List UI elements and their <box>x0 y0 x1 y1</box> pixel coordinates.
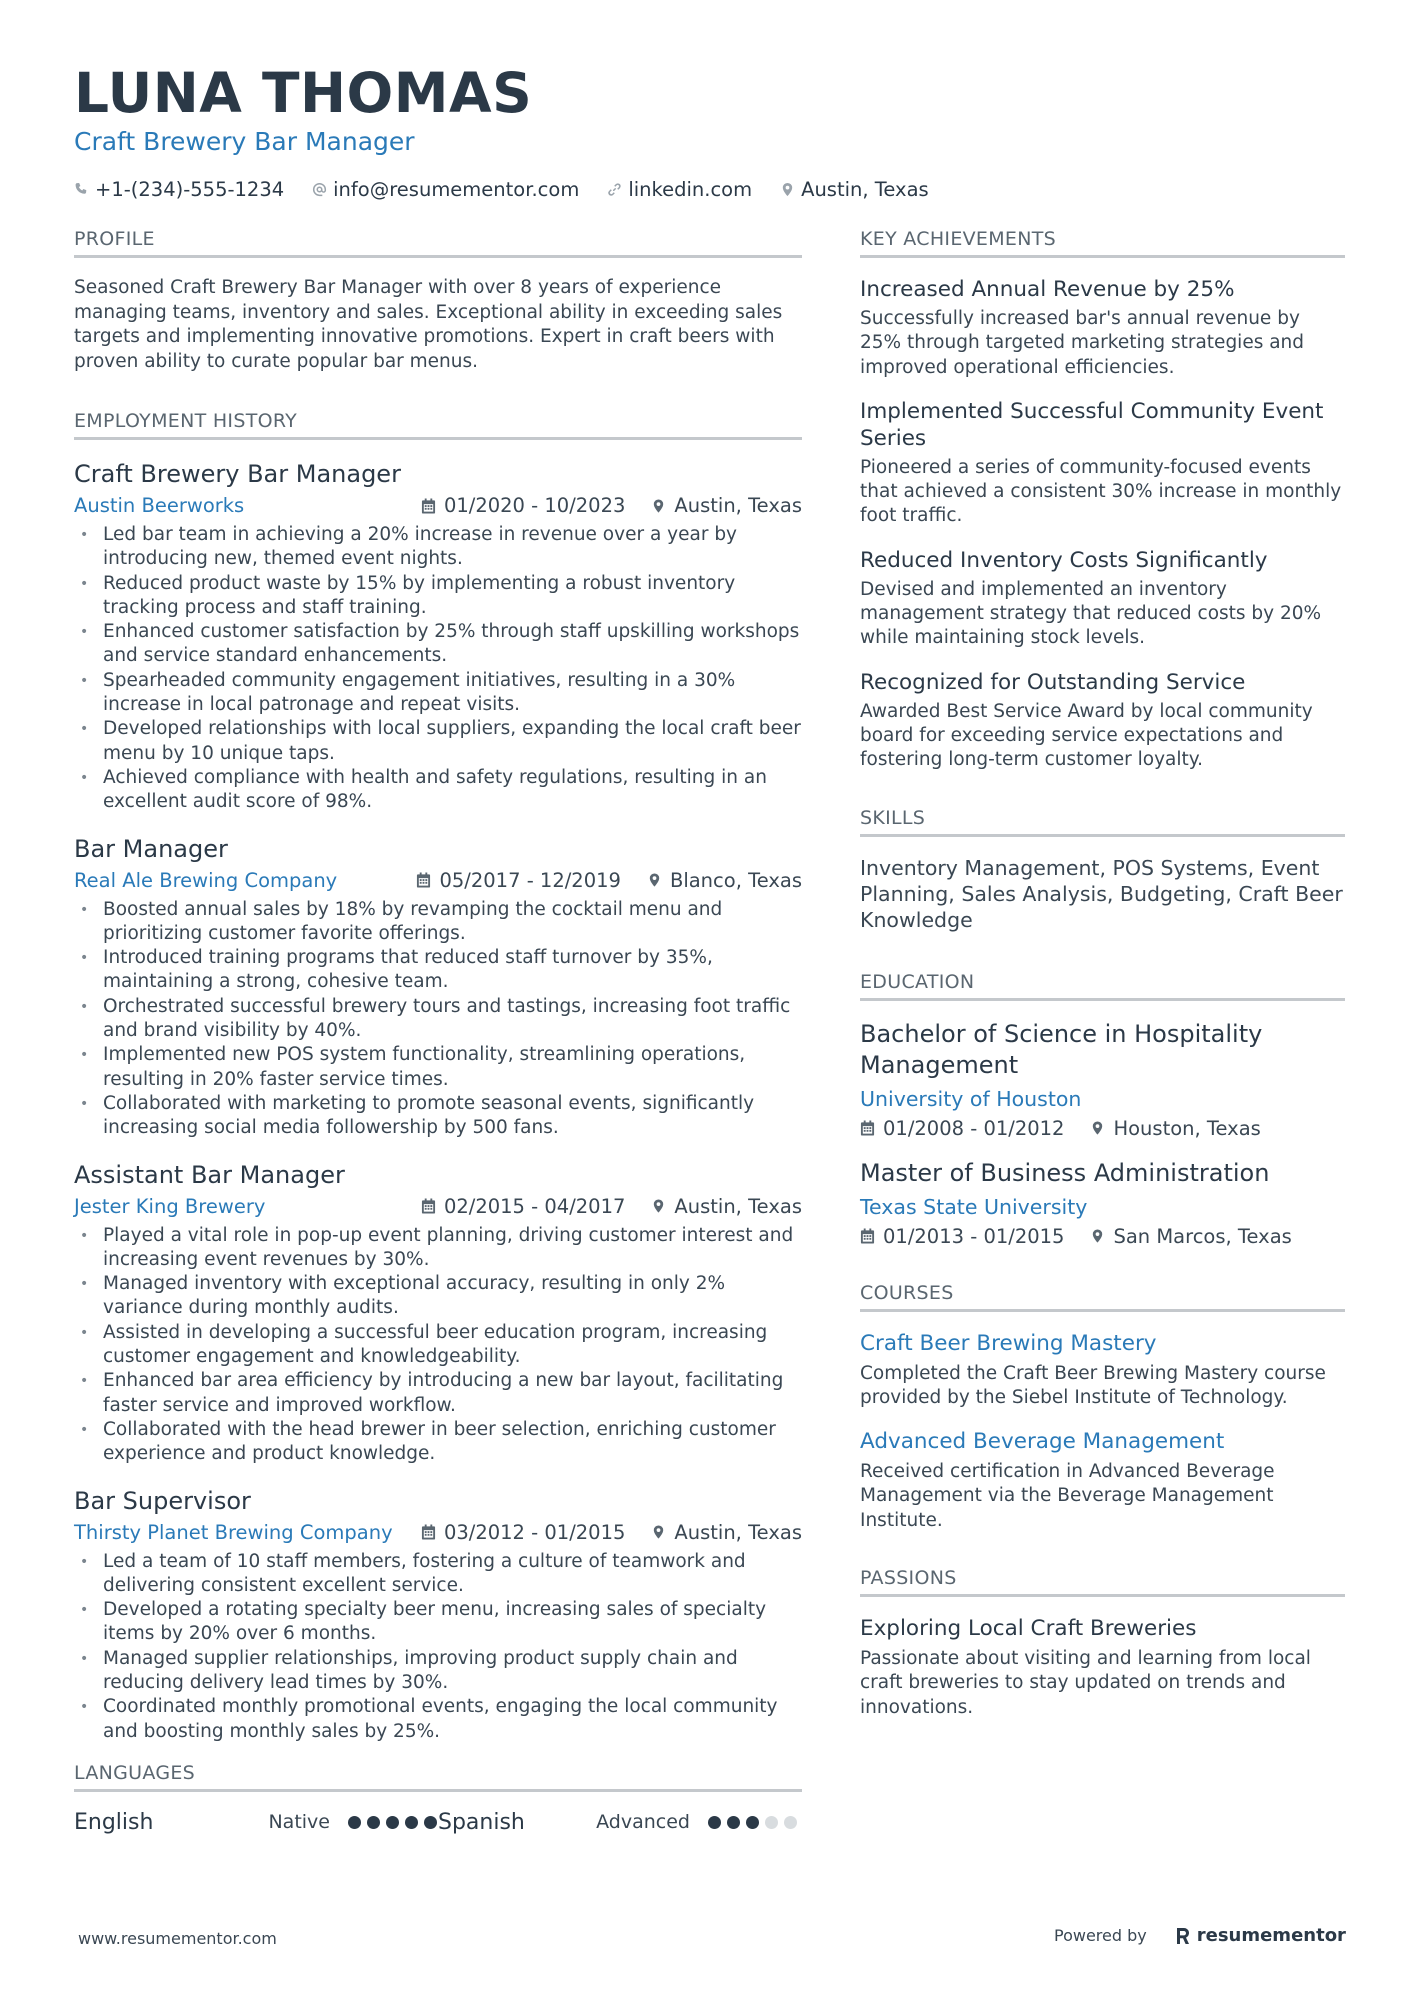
job-title: Bar Manager <box>74 834 228 863</box>
achievement-title: Reduced Inventory Costs Significantly <box>860 547 1268 573</box>
calendar-icon <box>416 872 431 888</box>
job-company: Real Ale Brewing Company <box>74 868 338 892</box>
phone-text: +1-(234)-555-1234 <box>95 178 285 201</box>
job-location <box>651 1521 802 1544</box>
rating-dot <box>405 1816 418 1829</box>
achievement-item <box>860 398 1345 529</box>
footer-branding <box>1054 1925 1346 1946</box>
achievement-title: Increased Annual Revenue by 25% <box>860 277 1235 302</box>
section-title: KEY ACHIEVEMENTS <box>860 228 1345 258</box>
passion-title: Exploring Local Craft Breweries <box>860 1616 1197 1642</box>
passions-section <box>860 1567 1345 1720</box>
job-bullet: • Spearheaded community engagement initiatives, resulting in a 30% increase in local patronage and repeat visits. <box>74 669 802 718</box>
languages-section <box>74 1762 802 1835</box>
language-name: English <box>74 1809 154 1835</box>
job-dates <box>421 494 625 517</box>
education-location <box>1090 1225 1291 1248</box>
education-item <box>860 1019 1345 1140</box>
calendar-icon <box>860 1120 875 1136</box>
link-icon <box>607 182 622 197</box>
contact-email[interactable] <box>312 178 579 201</box>
skills-text: Inventory Management, POS Systems, Event Planning, Sales Analysis, Budgeting, Craft Beer Knowledge <box>860 855 1343 932</box>
job-bullet: • Managed supplier relationships, improving product supply chain and reducing delivery lead times by 30%. <box>74 1647 802 1696</box>
section-title: COURSES <box>860 1282 1345 1312</box>
job-bullet: • Managed inventory with exceptional accuracy, resulting in only 2% variance during monthly audits. <box>74 1272 802 1321</box>
rating-dot <box>386 1816 399 1829</box>
job-bullet: • Played a vital role in pop-up event planning, driving customer interest and increasing event revenues by 30%. <box>74 1224 802 1273</box>
language-list <box>74 1810 802 1835</box>
course-desc: Received certification in Advanced Beverage Management via the Beverage Management Institute. <box>860 1461 1275 1531</box>
calendar-icon <box>860 1228 875 1244</box>
achievement-desc: Pioneered a series of community-focused events that achieved a consistent 30% increase in monthly foot traffic. <box>860 456 1342 527</box>
education-dates-text: 01/2008 - 01/2012 <box>883 1116 1065 1140</box>
job-entry <box>74 1485 802 1744</box>
job-bullet: • Enhanced customer satisfaction by 25% through staff upskilling workshops and service standard enhancements. <box>74 620 802 669</box>
job-bullet: • Developed a rotating specialty beer menu, increasing sales of specialty items by 20% over 6 months. <box>74 1598 802 1647</box>
job-dates-text: 01/2020 - 10/2023 <box>443 494 626 517</box>
education-meta <box>860 1117 1345 1140</box>
job-bullet: • Boosted annual sales by 18% by revamping the cocktail menu and prioritizing customer favorite offerings. <box>74 898 802 947</box>
job-bullet: • Collaborated with the head brewer in beer selection, enriching customer experience and product knowledge. <box>74 1418 802 1467</box>
phone-icon <box>74 182 89 197</box>
education-item <box>860 1158 1345 1248</box>
job-dates <box>421 1521 625 1544</box>
employment-section <box>74 410 802 1744</box>
courses-section <box>860 1282 1345 1533</box>
job-bullet: • Orchestrated successful brewery tours and tastings, increasing foot traffic and brand visibility by 40%. <box>74 995 802 1044</box>
job-company: Jester King Brewery <box>74 1194 266 1218</box>
job-bullet: • Coordinated monthly promotional events, engaging the local community and boosting monthly sales by 25%. <box>74 1695 802 1744</box>
course-desc: Completed the Craft Beer Brewing Mastery course provided by the Siebel Institute of Technology. <box>860 1362 1326 1408</box>
job-bullet: • Assisted in developing a successful beer education program, increasing customer engagement and knowledgeability. <box>74 1321 802 1370</box>
job-location-text: Austin, Texas <box>674 1194 802 1218</box>
footer-website[interactable]: www.resumementor.com <box>78 1929 277 1948</box>
language-level: Advanced <box>596 1811 690 1834</box>
achievement-desc: Devised and implemented an inventory management strategy that reduced costs by 20% while maintaining stock levels. <box>860 578 1322 649</box>
rating-dot <box>424 1816 437 1829</box>
job-location <box>647 869 802 892</box>
course-item <box>860 1330 1345 1411</box>
job-entry <box>74 833 802 1141</box>
education-location-text: San Marcos, Texas <box>1113 1224 1292 1248</box>
language-item <box>74 1810 438 1835</box>
job-dates <box>416 869 620 892</box>
achievement-list <box>860 276 1345 773</box>
job-location-text: Austin, Texas <box>674 1520 802 1544</box>
contact-row <box>74 178 1344 201</box>
job-location-text: Austin, Texas <box>674 494 802 517</box>
candidate-name: LUNA THOMAS <box>74 61 533 125</box>
job-dates-text: 03/2012 - 01/2015 <box>443 1520 626 1544</box>
right-column <box>860 228 1345 1720</box>
job-bullet: • Enhanced bar area efficiency by introducing a new bar layout, facilitating faster service and improved workflow. <box>74 1369 802 1418</box>
education-degree: Bachelor of Science in Hospitality Management <box>860 1019 1263 1079</box>
map-pin-icon <box>651 1198 666 1214</box>
rating-dot <box>727 1816 740 1829</box>
brand-logo-icon <box>1175 1926 1191 1946</box>
rating-dot <box>367 1816 380 1829</box>
section-title: PASSIONS <box>860 1567 1345 1597</box>
map-pin-icon <box>651 1524 666 1540</box>
language-rating <box>708 1816 797 1829</box>
job-bullet: • Reduced product waste by 15% by implementing a robust inventory tracking process and staff training. <box>74 572 802 621</box>
job-bullet: • Implemented new POS system functionality, streamlining operations, resulting in 20% faster service times. <box>74 1043 802 1092</box>
map-pin-icon <box>647 872 662 888</box>
job-bullet: • Led bar team in achieving a 20% increase in revenue over a year by introducing new, themed event nights. <box>74 523 802 572</box>
education-meta <box>860 1225 1345 1248</box>
job-location <box>651 494 802 517</box>
job-dates-text: 05/2017 - 12/2019 <box>439 868 621 892</box>
education-section <box>860 971 1345 1248</box>
email-text: info@resumementor.com <box>333 178 580 201</box>
job-meta <box>74 1521 802 1544</box>
contact-linkedin[interactable] <box>607 178 752 201</box>
rating-dot <box>765 1816 778 1829</box>
job-dates-text: 02/2015 - 04/2017 <box>443 1194 626 1218</box>
passion-list <box>860 1615 1345 1720</box>
language-rating <box>348 1816 437 1829</box>
education-list <box>860 1019 1345 1248</box>
job-title: Bar Supervisor <box>74 1486 251 1515</box>
education-school: Texas State University <box>860 1194 1088 1219</box>
education-school: University of Houston <box>860 1086 1082 1111</box>
job-entry <box>74 1159 802 1467</box>
achievement-item <box>860 276 1345 380</box>
section-title: EMPLOYMENT HISTORY <box>74 410 802 440</box>
job-bullet: • Collaborated with marketing to promote seasonal events, significantly increasing social media followership by 500 fans. <box>74 1092 802 1141</box>
rating-dot <box>746 1816 759 1829</box>
job-meta <box>74 494 802 517</box>
resume-header <box>74 60 1344 201</box>
location-text: Austin, Texas <box>801 178 929 201</box>
rating-dot <box>708 1816 721 1829</box>
contact-phone[interactable] <box>74 178 284 201</box>
job-location <box>651 1195 802 1218</box>
job-list <box>74 458 802 1744</box>
achievements-section <box>860 228 1345 773</box>
education-location <box>1090 1117 1260 1140</box>
education-dates-text: 01/2013 - 01/2015 <box>883 1224 1065 1248</box>
map-pin-icon <box>1090 1228 1105 1244</box>
job-title: Assistant Bar Manager <box>74 1160 345 1189</box>
powered-by-label: Powered by <box>1054 1926 1147 1945</box>
achievement-title: Implemented Successful Community Event Series <box>860 398 1324 451</box>
calendar-icon <box>421 1524 436 1540</box>
job-bullet: • Achieved compliance with health and safety regulations, resulting in an excellent audit score of 98%. <box>74 766 802 815</box>
job-bullet: • Introduced training programs that reduced staff turnover by 35%, maintaining a strong, cohesive team. <box>74 946 802 995</box>
map-pin-icon <box>1090 1120 1105 1136</box>
left-column <box>74 228 802 1835</box>
achievement-desc: Successfully increased bar's annual revenue by 25% through targeted marketing strategies and improved operational efficiencies. <box>860 308 1305 378</box>
education-dates <box>860 1225 1064 1248</box>
job-meta <box>74 869 802 892</box>
achievement-desc: Awarded Best Service Award by local community board for exceeding service expectations and fostering long-term customer loyalty. <box>860 700 1313 771</box>
job-title: Craft Brewery Bar Manager <box>74 460 401 488</box>
calendar-icon <box>421 1198 436 1214</box>
job-location-text: Blanco, Texas <box>669 868 802 892</box>
brand-logo[interactable] <box>1175 1925 1346 1946</box>
candidate-role: Craft Brewery Bar Manager <box>74 127 415 156</box>
at-icon <box>312 182 327 197</box>
profile-section <box>74 228 802 374</box>
passion-desc: Passionate about visiting and learning from local craft breweries to stay updated on trends and innovations. <box>860 1648 1311 1718</box>
language-item <box>438 1810 802 1835</box>
map-pin-icon <box>780 182 795 197</box>
course-item <box>860 1428 1345 1533</box>
achievement-title: Recognized for Outstanding Service <box>860 669 1246 695</box>
calendar-icon <box>421 498 436 514</box>
linkedin-text: linkedin.com <box>628 178 753 201</box>
language-level: Native <box>268 1811 330 1834</box>
achievement-item <box>860 547 1345 651</box>
contact-location <box>780 178 929 201</box>
course-title: Craft Beer Brewing Mastery <box>860 1330 1157 1356</box>
job-company: Thirsty Planet Brewing Company <box>74 1520 393 1544</box>
language-name: Spanish <box>438 1809 525 1835</box>
job-company: Austin Beerworks <box>74 494 245 517</box>
education-location-text: Houston, Texas <box>1113 1116 1261 1140</box>
passion-item <box>860 1615 1345 1720</box>
course-list <box>860 1330 1345 1533</box>
education-degree: Master of Business Administration <box>860 1158 1270 1187</box>
course-title: Advanced Beverage Management <box>860 1429 1225 1455</box>
section-title: SKILLS <box>860 807 1345 837</box>
skills-section <box>860 807 1345 933</box>
section-title: LANGUAGES <box>74 1762 802 1792</box>
achievement-item <box>860 669 1345 773</box>
job-bullet: • Developed relationships with local suppliers, expanding the local craft beer menu by 10 unique taps. <box>74 717 802 766</box>
job-bullets <box>74 898 802 1141</box>
job-bullets <box>74 1550 802 1744</box>
map-pin-icon <box>651 498 666 514</box>
job-meta <box>74 1195 802 1218</box>
profile-text: Seasoned Craft Brewery Bar Manager with over 8 years of experience managing teams, inventory and sales. Exceptional ability in exceeding sales targets and implementing innovative promotions. Expert in craft beers with proven ability to curate popular bar menus. <box>74 277 783 372</box>
rating-dot <box>348 1816 361 1829</box>
job-bullets <box>74 1224 802 1467</box>
job-bullet: • Led a team of 10 staff members, fostering a culture of teamwork and delivering consistent excellent service. <box>74 1550 802 1599</box>
education-dates <box>860 1117 1064 1140</box>
brand-name: resumementor <box>1196 1925 1346 1946</box>
rating-dot <box>784 1816 797 1829</box>
job-entry <box>74 458 802 815</box>
job-dates <box>421 1195 625 1218</box>
section-title: PROFILE <box>74 228 802 258</box>
section-title: EDUCATION <box>860 971 1345 1001</box>
job-bullets <box>74 523 802 815</box>
